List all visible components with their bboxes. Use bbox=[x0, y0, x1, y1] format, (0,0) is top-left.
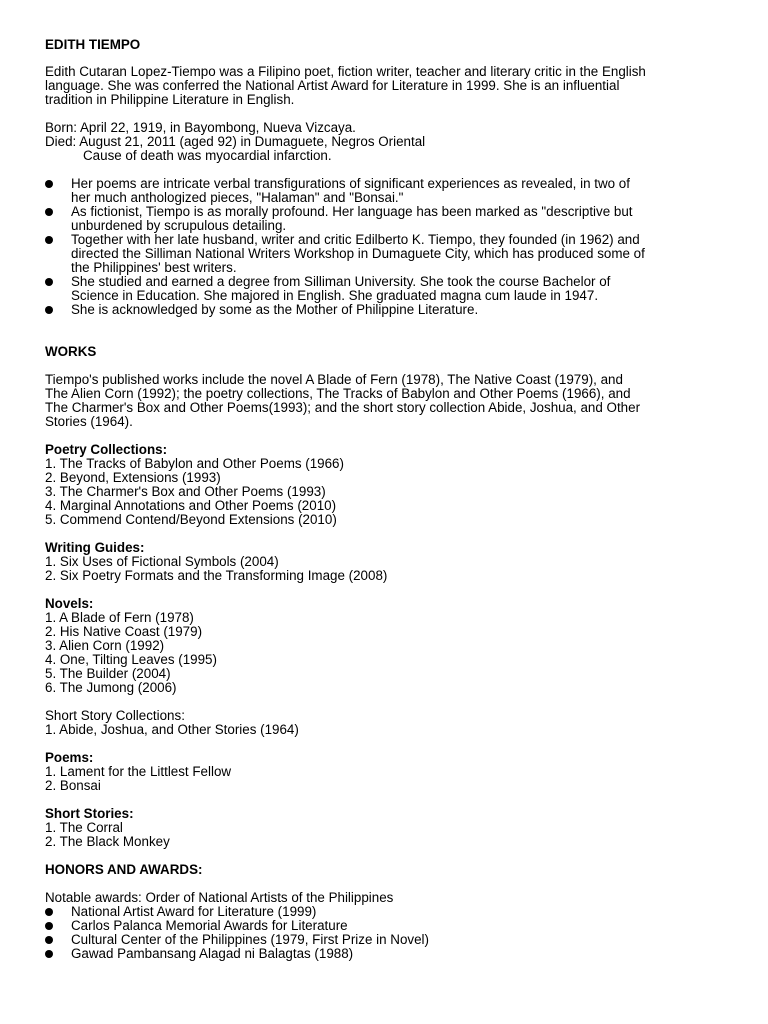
works-summary-line: The Charmer's Box and Other Poems(1993); and the short story collection Abide, Joshua, and Other bbox=[45, 400, 641, 415]
bullet-dot-icon bbox=[45, 908, 53, 916]
intro-line: language. She was conferred the National Artist Award for Literature in 1999. She is an influential bbox=[45, 78, 620, 93]
document-title: EDITH TIEMPO bbox=[45, 37, 141, 52]
list-item: 5. The Builder (2004) bbox=[45, 666, 171, 681]
bullet-dot-icon bbox=[45, 208, 53, 216]
list-item: 4. Marginal Annotations and Other Poems (2010) bbox=[45, 498, 337, 513]
born-line: Born: April 22, 1919, in Bayombong, Nueva Vizcaya. bbox=[45, 120, 356, 135]
intro-line: tradition in Philippine Literature in English. bbox=[45, 92, 295, 107]
bullet-text-line: National Artist Award for Literature (1999) bbox=[71, 904, 317, 919]
writing-guides-heading: Writing Guides: bbox=[45, 540, 145, 555]
bullet-text-line: She studied and earned a degree from Silliman University. She took the course Bachelor of bbox=[71, 274, 611, 289]
bullet-text-line: the Philippines' best writers. bbox=[71, 260, 237, 275]
list-item: 3. Alien Corn (1992) bbox=[45, 638, 165, 653]
bullet-text-line: her much anthologized pieces, "Halaman" and "Bonsai." bbox=[71, 190, 404, 205]
list-item: 5. Commend Contend/Beyond Extensions (2010) bbox=[45, 512, 337, 527]
bullet-text bbox=[71, 233, 645, 275]
bullet-dot-icon bbox=[45, 950, 53, 958]
bullet-dot-icon bbox=[45, 922, 53, 930]
bullet-dot-icon bbox=[45, 936, 53, 944]
novels-heading: Novels: bbox=[45, 596, 94, 611]
list-item: 2. His Native Coast (1979) bbox=[45, 624, 203, 639]
works-summary-line: The Alien Corn (1992); the poetry collections, The Tracks of Babylon and Other Poems (1966), and bbox=[45, 386, 631, 401]
poems-heading: Poems: bbox=[45, 750, 94, 765]
list-item: 2. The Black Monkey bbox=[45, 834, 170, 849]
bullet-text-line: Carlos Palanca Memorial Awards for Literature bbox=[71, 918, 348, 933]
notable-awards-line: Notable awards: Order of National Artists of the Philippines bbox=[45, 890, 394, 905]
short-story-collections-heading: Short Story Collections: bbox=[45, 708, 185, 723]
bullet-text-line: Gawad Pambansang Alagad ni Balagtas (1988) bbox=[71, 946, 354, 961]
bullet-text bbox=[71, 947, 353, 961]
bullet-dot-icon bbox=[45, 278, 53, 286]
works-summary-line: Stories (1964). bbox=[45, 414, 133, 429]
bullet-dot-icon bbox=[45, 306, 53, 314]
bullet-dot-icon bbox=[45, 236, 53, 244]
list-item: 1. A Blade of Fern (1978) bbox=[45, 610, 194, 625]
bullet-dot-icon bbox=[45, 180, 53, 188]
died-line: Died: August 21, 2011 (aged 92) in Dumaguete, Negros Oriental bbox=[45, 134, 426, 149]
bullet-text-line: She is acknowledged by some as the Mother of Philippine Literature. bbox=[71, 302, 479, 317]
honors-heading: HONORS AND AWARDS: bbox=[45, 862, 203, 877]
bullet-text bbox=[71, 933, 429, 947]
list-item: 1. The Corral bbox=[45, 820, 123, 835]
list-item: 1. Abide, Joshua, and Other Stories (1964) bbox=[45, 722, 299, 737]
bullet-text bbox=[71, 275, 610, 303]
list-item: 6. The Jumong (2006) bbox=[45, 680, 177, 695]
list-item: 1. Six Uses of Fictional Symbols (2004) bbox=[45, 554, 279, 569]
bullet-text-line: Science in Education. She majored in English. She graduated magna cum laude in 1947. bbox=[71, 288, 599, 303]
list-item: 1. The Tracks of Babylon and Other Poems (1966) bbox=[45, 456, 344, 471]
list-item: 1. Lament for the Littlest Fellow bbox=[45, 764, 232, 779]
list-item: 2. Six Poetry Formats and the Transforming Image (2008) bbox=[45, 568, 388, 583]
intro-line: Edith Cutaran Lopez-Tiempo was a Filipino poet, fiction writer, teacher and literary critic in the English bbox=[45, 64, 646, 79]
works-summary-line: Tiempo's published works include the novel A Blade of Fern (1978), The Native Coast (1979), and bbox=[45, 372, 623, 387]
bullet-text bbox=[71, 919, 348, 933]
short-stories-heading: Short Stories: bbox=[45, 806, 134, 821]
list-item: 2. Bonsai bbox=[45, 778, 101, 793]
bullet-text-line: As fictionist, Tiempo is as morally profound. Her language has been marked as "descriptive but bbox=[71, 204, 633, 219]
bullet-text bbox=[71, 303, 478, 317]
bullet-text bbox=[71, 905, 316, 919]
bullet-text-line: Together with her late husband, writer and critic Edilberto K. Tiempo, they founded (in 1962) and bbox=[71, 232, 640, 247]
list-item: 2. Beyond, Extensions (1993) bbox=[45, 470, 221, 485]
bullet-text bbox=[71, 205, 633, 233]
bullet-text-line: directed the Silliman National Writers Workshop in Dumaguete City, which has produced some of bbox=[71, 246, 645, 261]
bullet-text-line: Cultural Center of the Philippines (1979, First Prize in Novel) bbox=[71, 932, 429, 947]
bullet-text-line: unburdened by scrupulous detailing. bbox=[71, 218, 287, 233]
bullet-text bbox=[71, 177, 630, 205]
cause-of-death-line: Cause of death was myocardial infarction. bbox=[83, 148, 332, 163]
bullet-text-line: Her poems are intricate verbal transfigurations of significant experiences as revealed, in two of bbox=[71, 176, 630, 191]
poetry-collections-heading: Poetry Collections: bbox=[45, 442, 168, 457]
list-item: 3. The Charmer's Box and Other Poems (1993) bbox=[45, 484, 326, 499]
list-item: 4. One, Tilting Leaves (1995) bbox=[45, 652, 217, 667]
works-heading: WORKS bbox=[45, 344, 97, 359]
